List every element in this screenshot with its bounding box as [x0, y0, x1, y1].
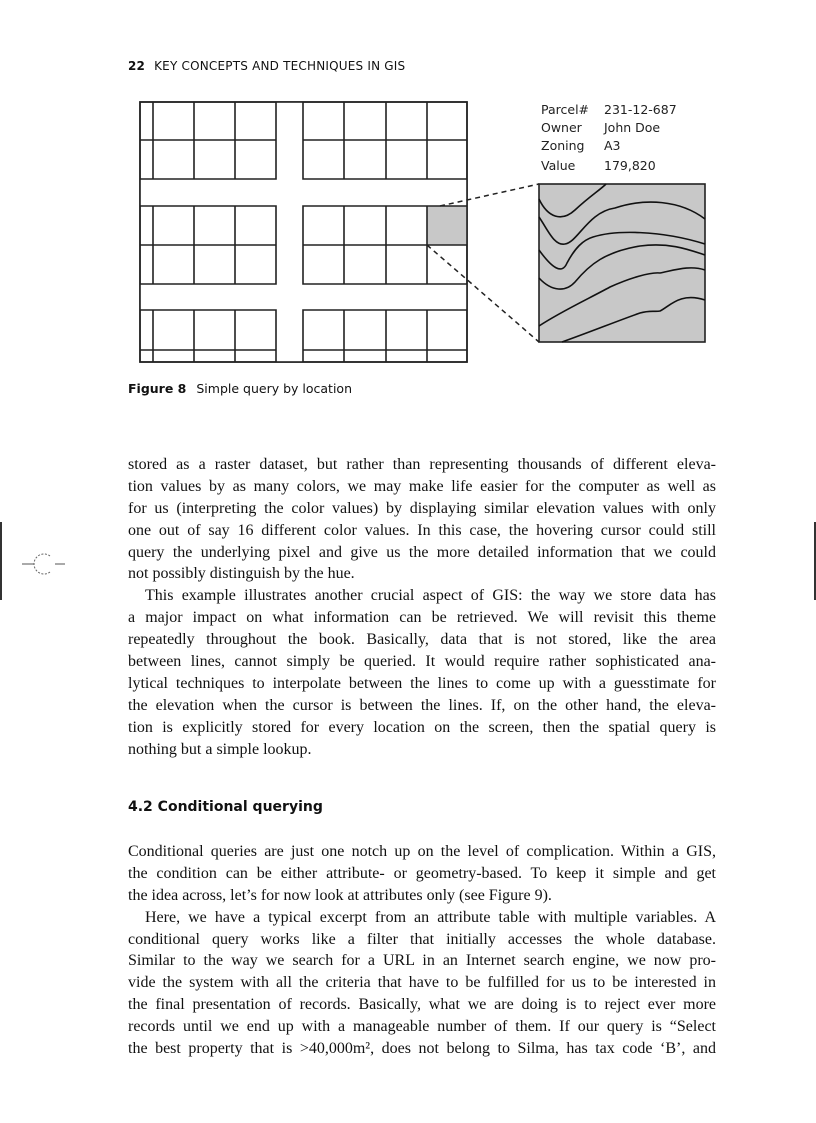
text-line: records until we end up with a manageable number of them. If our query is “Select [128, 1018, 716, 1036]
attribute-label: Value [541, 158, 576, 173]
parcel-map-figure [0, 0, 816, 400]
figure-caption-text: Simple query by location [196, 381, 352, 396]
text-line: for us (interpreting the color values) by displaying similar elevation values with only [128, 499, 716, 517]
attribute-value: A3 [604, 138, 621, 153]
figure-label: Figure 8 [128, 381, 187, 396]
crop-mark-left [0, 522, 2, 600]
text-line: the condition can be either attribute- or geometry-based. To keep it simple and get [128, 864, 716, 882]
text-line: not possibly distinguish by the hue. [128, 565, 355, 583]
text-line: one out of say 16 different color values. In this case, the hovering cursor could still [128, 521, 716, 539]
figure-caption [128, 381, 352, 396]
paragraph [128, 454, 716, 585]
text-line: the final presentation of records. Basically, what we are doing is to reject ever more [128, 996, 716, 1014]
text-line: stored as a raster dataset, but rather than representing thousands of different eleva- [128, 456, 716, 473]
text-line: between lines, cannot simply be queried. It would require rather sophisticated ana- [128, 653, 716, 671]
text-line: Similar to the way we search for a URL in an Internet search engine, we now pro- [128, 952, 716, 970]
text-line: conditional query works like a filter that initially accesses the whole database. [128, 930, 716, 948]
text-line: Conditional queries are just one notch up on the level of complication. Within a GIS, [128, 843, 716, 860]
parcel-attribute-list [541, 102, 711, 182]
body-text-bottom [128, 841, 716, 1060]
text-line: This example illustrates another crucial aspect of GIS: the way we store data has [145, 587, 716, 605]
text-line: the idea across, let’s for now look at attributes only (see Figure 9). [128, 886, 552, 904]
attribute-row [541, 158, 656, 173]
attribute-label: Owner [541, 120, 582, 135]
paragraph [128, 907, 716, 1060]
section-heading: 4.2 Conditional querying [128, 799, 323, 815]
selected-parcel [427, 206, 467, 245]
attribute-row [541, 120, 661, 135]
attribute-value: 231-12-687 [604, 102, 677, 117]
running-head-title: KEY CONCEPTS AND TECHNIQUES IN GIS [154, 59, 406, 73]
text-line: tion is explicitly stored for every location on the screen, then the spatial query is [128, 718, 716, 736]
text-line: the elevation when the cursor is between the lines. If, on the other hand, the eleva- [128, 696, 716, 714]
text-line: the best property that is >40,000m², does not belong to Silma, has tax code ‘B’, and [128, 1040, 716, 1058]
paragraph [128, 841, 716, 907]
attribute-label: Zoning [541, 138, 585, 153]
text-line: a major impact on what information can be retrieved. We will revisit this theme [128, 609, 716, 627]
registration-mark-icon [18, 548, 68, 582]
text-line: nothing but a simple lookup. [128, 740, 312, 758]
text-line: lytical techniques to interpolate between the lines to come up with a guesstimate for [128, 674, 716, 692]
body-text-top [128, 454, 716, 760]
elevation-inset [539, 184, 705, 342]
attribute-row [541, 102, 677, 117]
text-line: query the underlying pixel and give us the more detailed information that we could [128, 543, 716, 561]
page-number: 22 [128, 59, 146, 73]
text-line: repeatedly throughout the book. Basically, data that is not stored, like the area [128, 631, 716, 649]
text-line: tion values by as many colors, we may make life easier for the computer as well as [128, 477, 716, 495]
attribute-label: Parcel# [541, 102, 590, 117]
paragraph [128, 585, 716, 760]
text-line: vide the system with all the criteria that have to be fulfilled for us to be interested in [128, 974, 716, 992]
text-line: Here, we have a typical excerpt from an attribute table with multiple variables. A [145, 908, 716, 926]
attribute-row [541, 138, 621, 153]
attribute-value: 179,820 [604, 158, 656, 173]
attribute-value: John Doe [604, 120, 661, 135]
parcel-grid [140, 102, 467, 362]
